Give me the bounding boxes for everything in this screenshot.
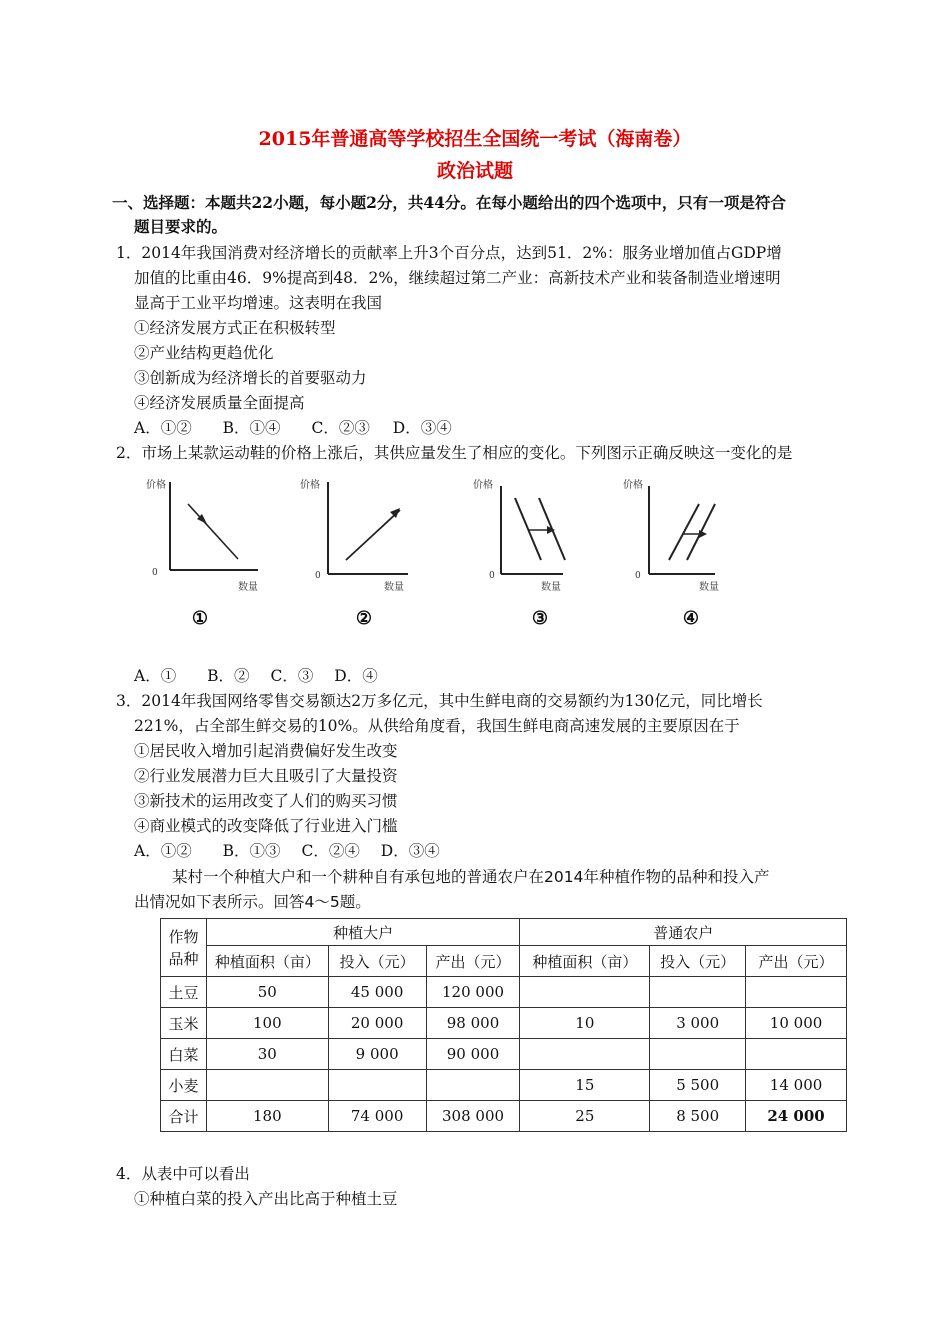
graph2-y-label: 价格 — [300, 480, 320, 491]
table-cell: 98 000 — [426, 1008, 520, 1039]
q1-item-3: ③创新成为经济增长的首要驱动力 — [134, 369, 367, 387]
table-cell: 小麦 — [161, 1070, 207, 1101]
table-cell: 玉米 — [161, 1008, 207, 1039]
graph3-x-label: 数量 — [541, 582, 561, 593]
table-cell — [746, 977, 847, 1008]
q1-item-4: ④经济发展质量全面提高 — [134, 394, 305, 412]
table-cell: 120 000 — [426, 977, 520, 1008]
q3-item-1: ①居民收入增加引起消费偏好发生改变 — [134, 742, 398, 760]
table-cell: 25 — [520, 1101, 650, 1132]
table-cell: 45 000 — [328, 977, 426, 1008]
table-cell — [746, 1039, 847, 1070]
table-subheader: 投入（元） — [328, 946, 426, 977]
graph4-curve-1 — [669, 504, 699, 560]
q1-option-c[interactable]: C．②③ — [311, 419, 370, 437]
graph4-y-label: 价格 — [623, 480, 643, 491]
graph3-label: ③ — [531, 608, 549, 629]
q2-stem: 2．市场上某款运动鞋的价格上涨后，其供应量发生了相应的变化。下列图示正确反映这一变化的是 — [116, 444, 793, 462]
table-cell: 白菜 — [161, 1039, 207, 1070]
table-row — [161, 1070, 847, 1101]
table-row — [161, 1101, 847, 1132]
table-cell: 8 500 — [650, 1101, 746, 1132]
table-row — [161, 1008, 847, 1039]
graph1-y-label: 价格 — [146, 480, 166, 491]
table-cell — [206, 1070, 328, 1101]
exam-subtitle: 政治试题 — [436, 160, 513, 182]
table-cell — [426, 1070, 520, 1101]
table-cell: 100 — [206, 1008, 328, 1039]
q1-options — [134, 417, 478, 439]
q3-item-3: ③新技术的运用改变了人们的购买习惯 — [134, 792, 398, 810]
table-group-large-farmer: 种植大户 — [206, 919, 520, 946]
table-cell: 10 — [520, 1008, 650, 1039]
q1-item-1: ①经济发展方式正在积极转型 — [134, 319, 336, 337]
table-cell — [520, 1039, 650, 1070]
graph3-origin: 0 — [489, 571, 495, 581]
table-corner-line1: 作物 — [168, 927, 199, 946]
q1-item-2: ②产业结构更趋优化 — [134, 344, 274, 362]
table-cell: 9 000 — [328, 1039, 426, 1070]
q3-options — [134, 840, 466, 862]
section-heading-line2: 题目要求的。 — [134, 217, 228, 236]
q1-option-b[interactable]: B．①④ — [222, 419, 281, 437]
table-subheader: 产出（元） — [746, 946, 847, 977]
graph2-label: ② — [355, 608, 373, 629]
table-cell: 308 000 — [426, 1101, 520, 1132]
q3-item-4: ④商业模式的改变降低了行业进入门槛 — [134, 817, 398, 835]
q3-option-a[interactable]: A．①② — [134, 842, 192, 860]
graph4-x-label: 数量 — [699, 582, 719, 593]
table-cell: 74 000 — [328, 1101, 426, 1132]
table-row — [161, 977, 847, 1008]
table-cell: 15 — [520, 1070, 650, 1101]
graph2-origin: 0 — [315, 571, 321, 581]
table-subheader: 种植面积（亩） — [520, 946, 650, 977]
table-cell: 20 000 — [328, 1008, 426, 1039]
graph3-curve-1 — [515, 498, 541, 560]
table-row — [161, 1039, 847, 1070]
q3-option-d[interactable]: D．③④ — [380, 842, 440, 860]
table-subheader: 产出（元） — [426, 946, 520, 977]
table-corner-line2: 品种 — [168, 949, 199, 968]
q2-option-c[interactable]: C．③ — [270, 667, 314, 685]
table-cell: 10 000 — [746, 1008, 847, 1039]
intro-line2: 出情况如下表所示。回答4～5题。 — [134, 893, 371, 911]
table-cell — [650, 1039, 746, 1070]
q1-option-d[interactable]: D．③④ — [392, 419, 452, 437]
section-heading-line1: 一、选择题：本题共22小题，每小题2分，共44分。在每小题给出的四个选项中，只有一项是符合 — [112, 193, 786, 212]
table-cell: 90 000 — [426, 1039, 520, 1070]
graph1-curve — [188, 504, 238, 559]
q3-item-2: ②行业发展潜力巨大且吸引了大量投资 — [134, 767, 398, 785]
exam-title: 2015年普通高等学校招生全国统一考试（海南卷） — [258, 128, 692, 150]
table-cell: 24 000 — [746, 1101, 847, 1132]
table-cell: 180 — [206, 1101, 328, 1132]
intro-line1: 某村一个种植大户和一个耕种自有承包地的普通农户在2014年种植作物的品种和投入产 — [172, 868, 770, 886]
table-cell: 合计 — [161, 1101, 207, 1132]
q3-option-b[interactable]: B．①③ — [222, 842, 281, 860]
q4-stem: 4．从表中可以看出 — [116, 1165, 250, 1183]
q3-stem-line1: 3．2014年我国网络零售交易额达2万多亿元，其中生鲜电商的交易额约为130亿元，同比增长 — [116, 692, 763, 710]
q4-item-1: ①种植白菜的投入产出比高于种植土豆 — [134, 1190, 398, 1208]
table-cell: 土豆 — [161, 977, 207, 1008]
q3-stem-line2: 221%，占全部生鲜交易的10%。从供给角度看，我国生鲜电商高速发展的主要原因在于 — [134, 717, 740, 735]
graph1-x-label: 数量 — [238, 582, 258, 593]
table-cell — [328, 1070, 426, 1101]
table-subheader: 投入（元） — [650, 946, 746, 977]
table-cell — [520, 977, 650, 1008]
q2-option-b[interactable]: B．② — [207, 667, 250, 685]
graph1-origin: 0 — [152, 568, 158, 578]
graph4-label: ④ — [682, 608, 700, 629]
q3-option-c[interactable]: C．②④ — [301, 842, 360, 860]
graph4-origin: 0 — [635, 571, 641, 581]
table-corner-header — [161, 919, 207, 977]
q1-option-a[interactable]: A．①② — [134, 419, 192, 437]
q2-option-a[interactable]: A．① — [134, 667, 177, 685]
q1-stem-line3: 显高于工业平均增速。这表明在我国 — [134, 294, 383, 312]
table-cell: 30 — [206, 1039, 328, 1070]
graph2-curve — [346, 510, 400, 560]
q2-options — [134, 665, 404, 687]
crop-data-table — [160, 918, 847, 1132]
table-cell — [650, 977, 746, 1008]
table-subheader: 种植面积（亩） — [206, 946, 328, 977]
table-cell: 5 500 — [650, 1070, 746, 1101]
q1-stem-line1: 1．2014年我国消费对经济增长的贡献率上升3个百分点，达到51．2%：服务业增加值占GDP增 — [116, 244, 782, 262]
q2-option-d[interactable]: D．④ — [334, 667, 378, 685]
table-group-ordinary-farmer: 普通农户 — [520, 919, 847, 946]
graph1-label: ① — [191, 608, 209, 629]
table-cell: 3 000 — [650, 1008, 746, 1039]
table-cell: 50 — [206, 977, 328, 1008]
table-cell: 14 000 — [746, 1070, 847, 1101]
q1-stem-line2: 加值的比重由46．9%提高到48．2%，继续超过第二产业：高新技术产业和装备制造业增速明 — [134, 269, 781, 287]
graph2-x-label: 数量 — [384, 582, 404, 593]
graph3-y-label: 价格 — [473, 480, 493, 491]
